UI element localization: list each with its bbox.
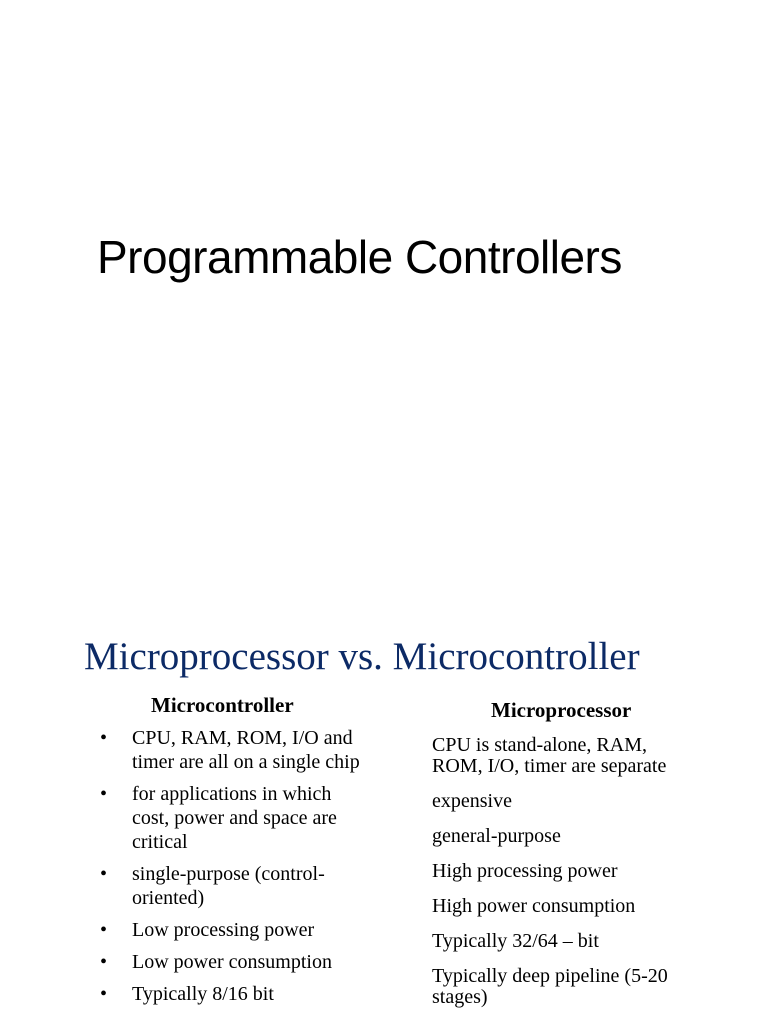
list-item-text: Low processing power xyxy=(132,919,315,941)
list-item xyxy=(100,782,370,854)
list-item-text: for applications in which cost, power and space are critical xyxy=(132,783,337,853)
list-item-text: Typically 8/16 bit xyxy=(132,983,274,1005)
list-item: High processing power xyxy=(432,860,618,882)
list-item: expensive xyxy=(432,790,512,812)
list-item: High power consumption xyxy=(432,895,636,917)
slide2-title: Microprocessor vs. Microcontroller xyxy=(84,635,640,678)
microprocessor-heading: Microprocessor xyxy=(491,698,632,722)
microprocessor-list xyxy=(432,735,692,1022)
list-item xyxy=(100,726,370,774)
bullet-icon: • xyxy=(100,951,108,973)
bullet-icon: • xyxy=(100,983,108,1005)
list-item xyxy=(100,982,370,1006)
bullet-icon: • xyxy=(100,783,108,805)
list-item: CPU is stand-alone, RAM, ROM, I/O, timer are separate xyxy=(432,734,667,777)
list-item: general-purpose xyxy=(432,825,561,847)
slide1-title: Programmable Controllers xyxy=(97,231,622,283)
list-item xyxy=(100,950,370,974)
list-item-text: Low power consumption xyxy=(132,951,332,973)
microcontroller-list xyxy=(100,726,370,1014)
list-item xyxy=(100,918,370,942)
bullet-icon: • xyxy=(100,727,108,749)
list-item-text: CPU, RAM, ROM, I/O and timer are all on a single chip xyxy=(132,727,360,773)
bullet-icon: • xyxy=(100,919,108,941)
bullet-icon: • xyxy=(100,863,108,885)
list-item-text: single-purpose (control-oriented) xyxy=(132,863,325,909)
list-item: Typically deep pipeline (5-20 stages) xyxy=(432,965,668,1008)
microcontroller-heading: Microcontroller xyxy=(151,693,294,717)
list-item: Typically 32/64 – bit xyxy=(432,930,599,952)
list-item xyxy=(100,862,370,910)
